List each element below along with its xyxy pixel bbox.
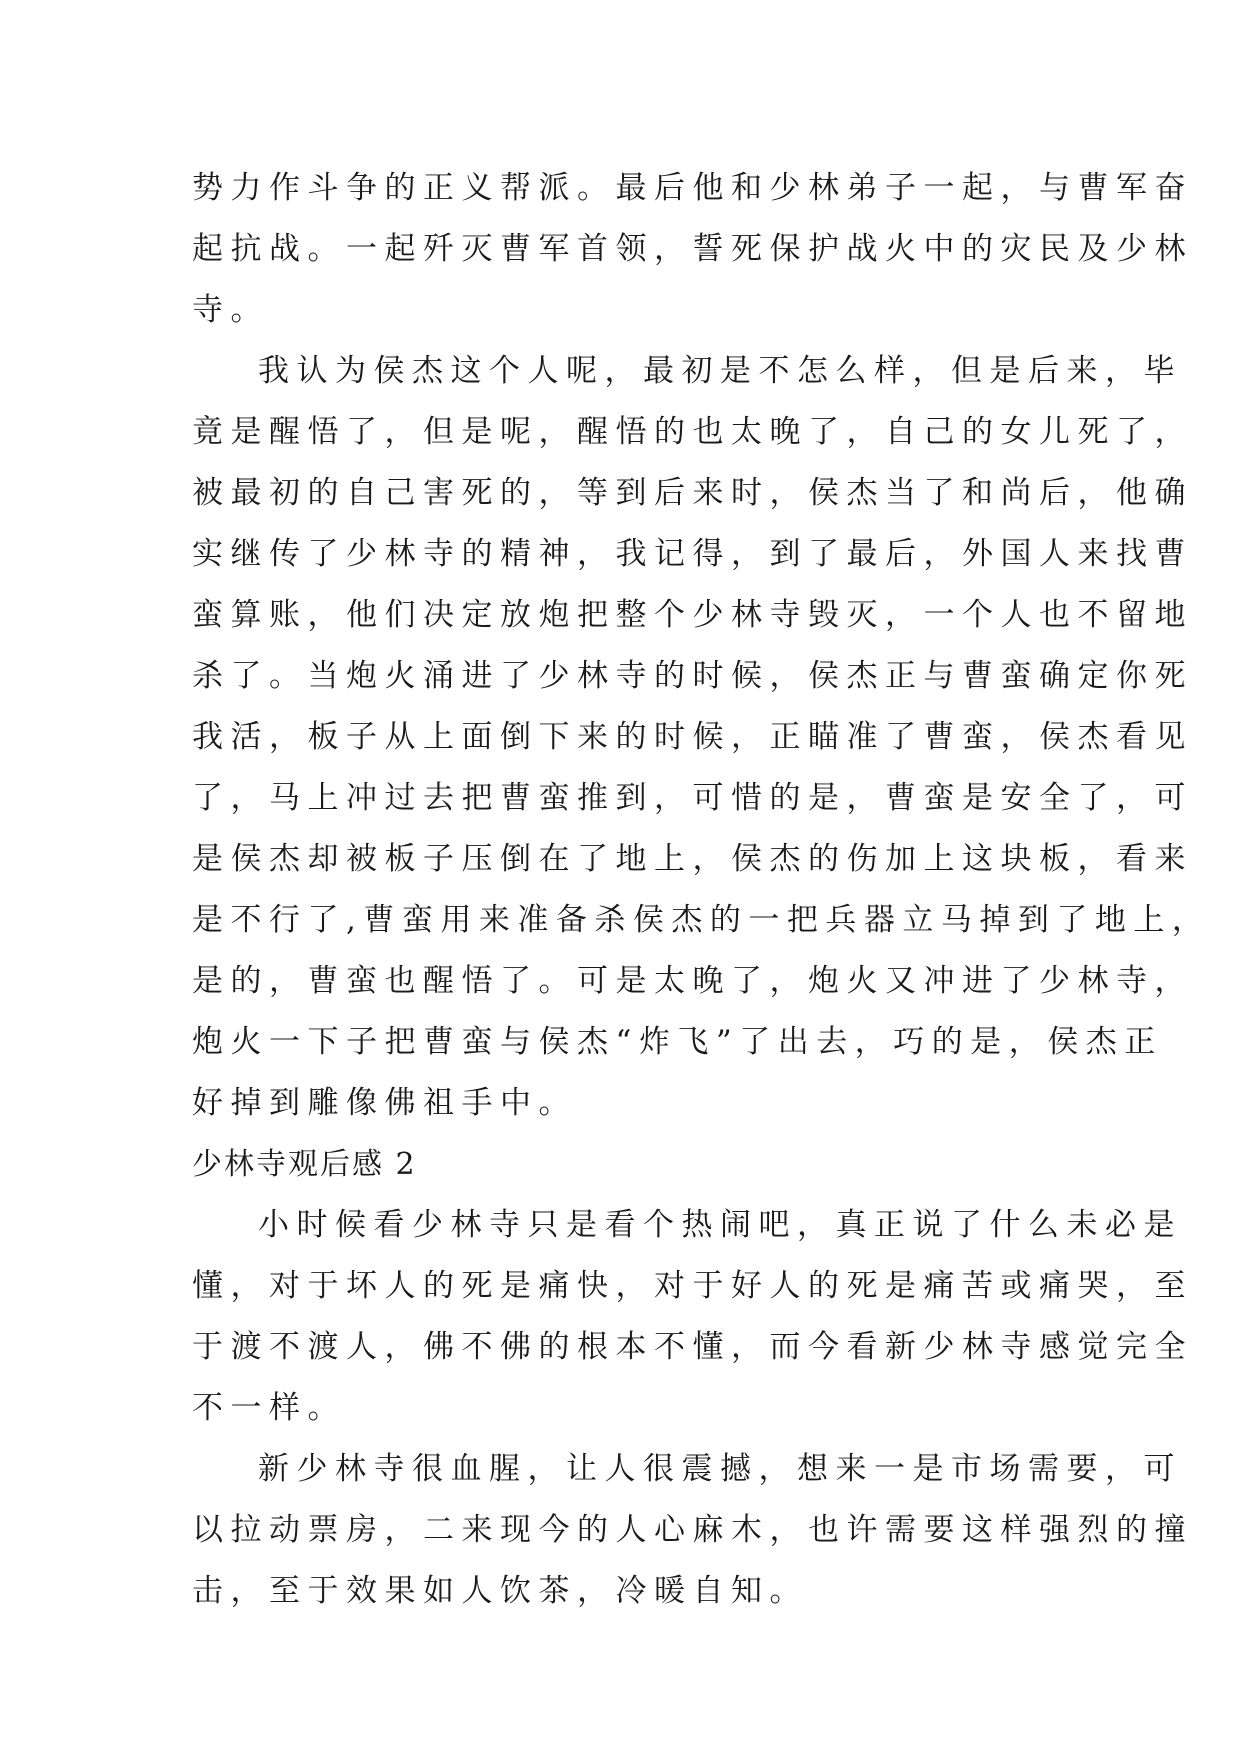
text-line: 于渡不渡人，佛不佛的根本不懂，而今看新少林寺感觉完全 [192, 1329, 1193, 1365]
text-line: 击，至于效果如人饮茶，冷暖自知。 [192, 1573, 808, 1609]
paragraph-1 [192, 158, 1193, 341]
text-line: 蛮算账，他们决定放炮把整个少林寺毁灭，一个人也不留地 [192, 597, 1193, 633]
text-line: 势力作斗争的正义帮派。最后他和少林弟子一起，与曹军奋 [192, 170, 1193, 206]
text-line: 小时候看少林寺只是看个热闹吧，真正说了什么未必是 [258, 1207, 1182, 1243]
text-line: 被最初的自己害死的，等到后来时，侯杰当了和尚后，他确 [192, 475, 1193, 511]
text-line: 好掉到雕像佛祖手中。 [192, 1085, 577, 1121]
paragraph-4 [192, 1439, 1193, 1622]
text-line: 竟是醒悟了，但是呢，醒悟的也太晚了，自己的女儿死了， [192, 414, 1193, 450]
paragraph-2 [192, 341, 1211, 1134]
paragraph-3 [192, 1195, 1193, 1439]
text-line: 新少林寺很血腥，让人很震撼，想来一是市场需要，可 [258, 1451, 1182, 1487]
text-line: 不一样。 [192, 1390, 346, 1426]
document-page [192, 158, 1211, 1622]
text-line: 炮火一下子把曹蛮与侯杰“炸飞”了出去，巧的是，侯杰正 [192, 1024, 1163, 1060]
text-line: 以拉动票房，二来现今的人心麻木，也许需要这样强烈的撞 [192, 1512, 1193, 1548]
text-line: 懂，对于坏人的死是痛快，对于好人的死是痛苦或痛哭，至 [192, 1268, 1193, 1304]
text-line: 是的，曹蛮也醒悟了。可是太晚了，炮火又冲进了少林寺， [192, 963, 1193, 999]
section-heading: 少林寺观后感 2 [192, 1147, 417, 1182]
text-line: 是不行了,曹蛮用来准备杀侯杰的一把兵器立马掉到了地上， [192, 902, 1211, 938]
text-line: 实继传了少林寺的精神，我记得，到了最后，外国人来找曹 [192, 536, 1193, 572]
text-line: 了，马上冲过去把曹蛮推到，可惜的是，曹蛮是安全了，可 [192, 780, 1193, 816]
text-line: 起抗战。一起歼灭曹军首领，誓死保护战火中的灾民及少林 [192, 231, 1193, 267]
text-line: 我活，板子从上面倒下来的时候，正瞄准了曹蛮，侯杰看见 [192, 719, 1193, 755]
text-line: 我认为侯杰这个人呢，最初是不怎么样，但是后来，毕 [258, 353, 1182, 389]
text-line: 杀了。当炮火涌进了少林寺的时候，侯杰正与曹蛮确定你死 [192, 658, 1193, 694]
text-line: 是侯杰却被板子压倒在了地上，侯杰的伤加上这块板，看来 [192, 841, 1193, 877]
text-line: 寺。 [192, 292, 269, 328]
